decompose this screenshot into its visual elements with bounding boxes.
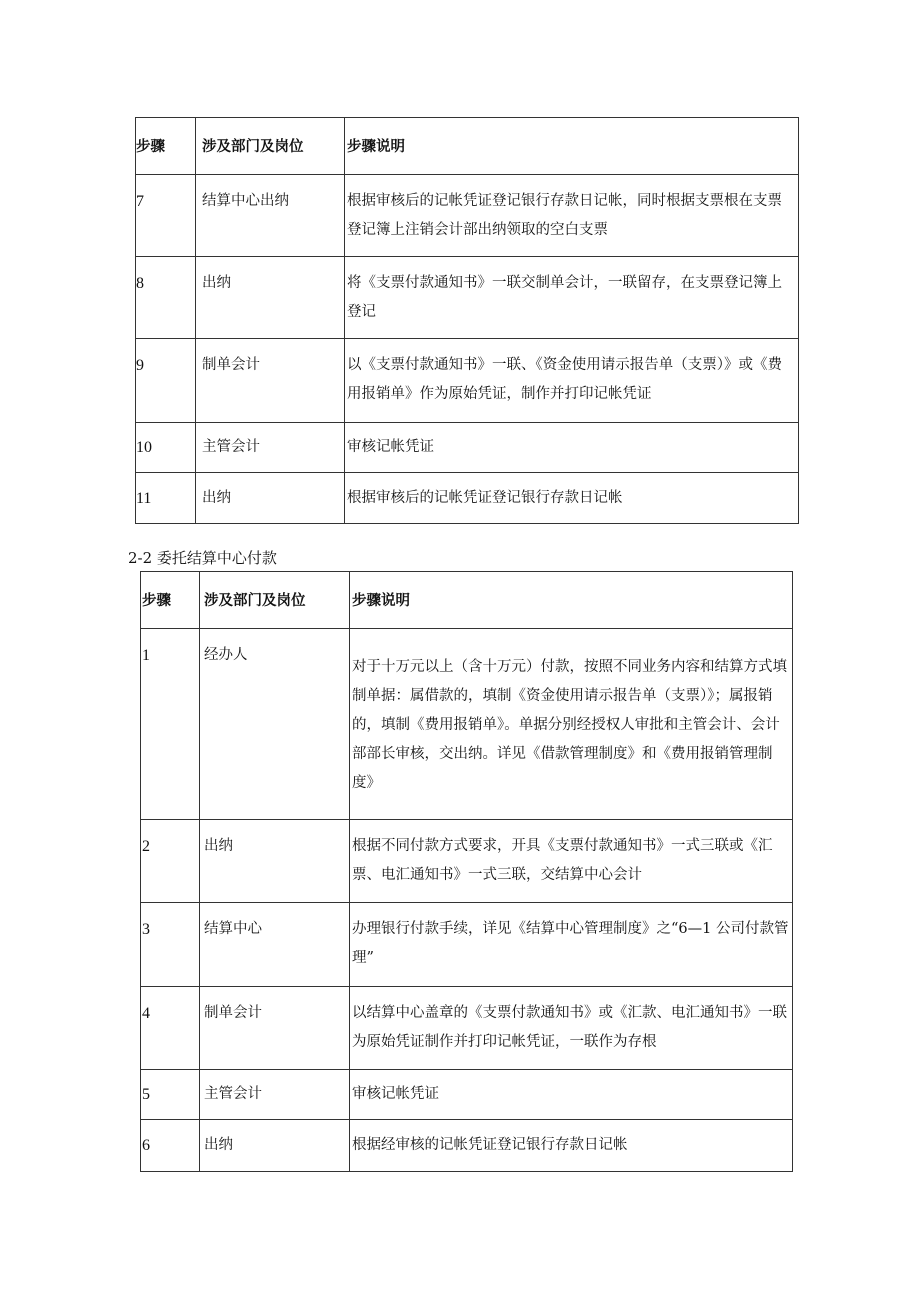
header-desc: 步骤说明 [345,118,799,175]
steps-table-1 [135,117,799,524]
desc-cell: 审核记帐凭证 [350,1070,793,1120]
step-number: 1 [141,629,200,820]
desc-cell: 根据不同付款方式要求，开具《支票付款通知书》一式三联或《汇票、电汇通知书》一式三联，交结算中心会计 [350,820,793,903]
table-row [136,257,799,339]
table-row [141,987,793,1070]
dept-cell: 出纳 [200,820,350,903]
step-number: 8 [136,257,196,339]
desc-cell: 以结算中心盖章的《支票付款通知书》或《汇款、电汇通知书》一联为原始凭证制作并打印记帐凭证，一联作为存根 [350,987,793,1070]
table-row [136,339,799,423]
step-number: 2 [141,820,200,903]
header-desc: 步骤说明 [350,572,793,629]
table-row [136,175,799,257]
step-number: 11 [136,473,196,524]
table-row [141,820,793,903]
dept-cell: 出纳 [196,257,345,339]
desc-cell: 对于十万元以上（含十万元）付款，按照不同业务内容和结算方式填制单据：属借款的，填制《资金使用请示报告单（支票）》；属报销的，填制《费用报销单》。单据分别经授权人审批和主管会计、会计部部长审核，交出纳。详见《借款管理制度》和《费用报销管理制度》 [350,629,793,820]
header-step: 步骤 [136,118,196,175]
step-number: 4 [141,987,200,1070]
table-row [136,473,799,524]
dept-cell: 制单会计 [200,987,350,1070]
desc-cell: 将《支票付款通知书》一联交制单会计，一联留存，在支票登记簿上登记 [345,257,799,339]
header-dept: 涉及部门及岗位 [200,572,350,629]
dept-cell: 出纳 [200,1120,350,1172]
step-number: 9 [136,339,196,423]
desc-cell: 办理银行付款手续，详见《结算中心管理制度》之“6—1 公司付款管理” [350,903,793,987]
dept-cell: 主管会计 [196,423,345,473]
table-row [141,1070,793,1120]
step-number: 6 [141,1120,200,1172]
table-row [141,1120,793,1172]
steps-table-2 [140,571,793,1172]
dept-cell: 结算中心 [200,903,350,987]
step-number: 3 [141,903,200,987]
dept-cell: 出纳 [196,473,345,524]
table-row [141,903,793,987]
table-header-row [136,118,799,175]
table-row [141,629,793,820]
dept-cell: 制单会计 [196,339,345,423]
desc-cell: 根据审核后的记帐凭证登记银行存款日记帐 [345,473,799,524]
dept-cell: 结算中心出纳 [196,175,345,257]
step-number: 10 [136,423,196,473]
table-row [136,423,799,473]
dept-cell: 经办人 [200,629,350,820]
step-number: 5 [141,1070,200,1120]
desc-cell: 以《支票付款通知书》一联、《资金使用请示报告单（支票）》或《费用报销单》作为原始凭证，制作并打印记帐凭证 [345,339,799,423]
step-number: 7 [136,175,196,257]
desc-cell: 根据经审核的记帐凭证登记银行存款日记帐 [350,1120,793,1172]
desc-cell: 根据审核后的记帐凭证登记银行存款日记帐，同时根据支票根在支票登记簿上注销会计部出纳领取的空白支票 [345,175,799,257]
desc-cell: 审核记帐凭证 [345,423,799,473]
header-step: 步骤 [141,572,200,629]
table-header-row [141,572,793,629]
dept-cell: 主管会计 [200,1070,350,1120]
header-dept: 涉及部门及岗位 [196,118,345,175]
section-title: 2-2 委托结算中心付款 [128,549,277,567]
